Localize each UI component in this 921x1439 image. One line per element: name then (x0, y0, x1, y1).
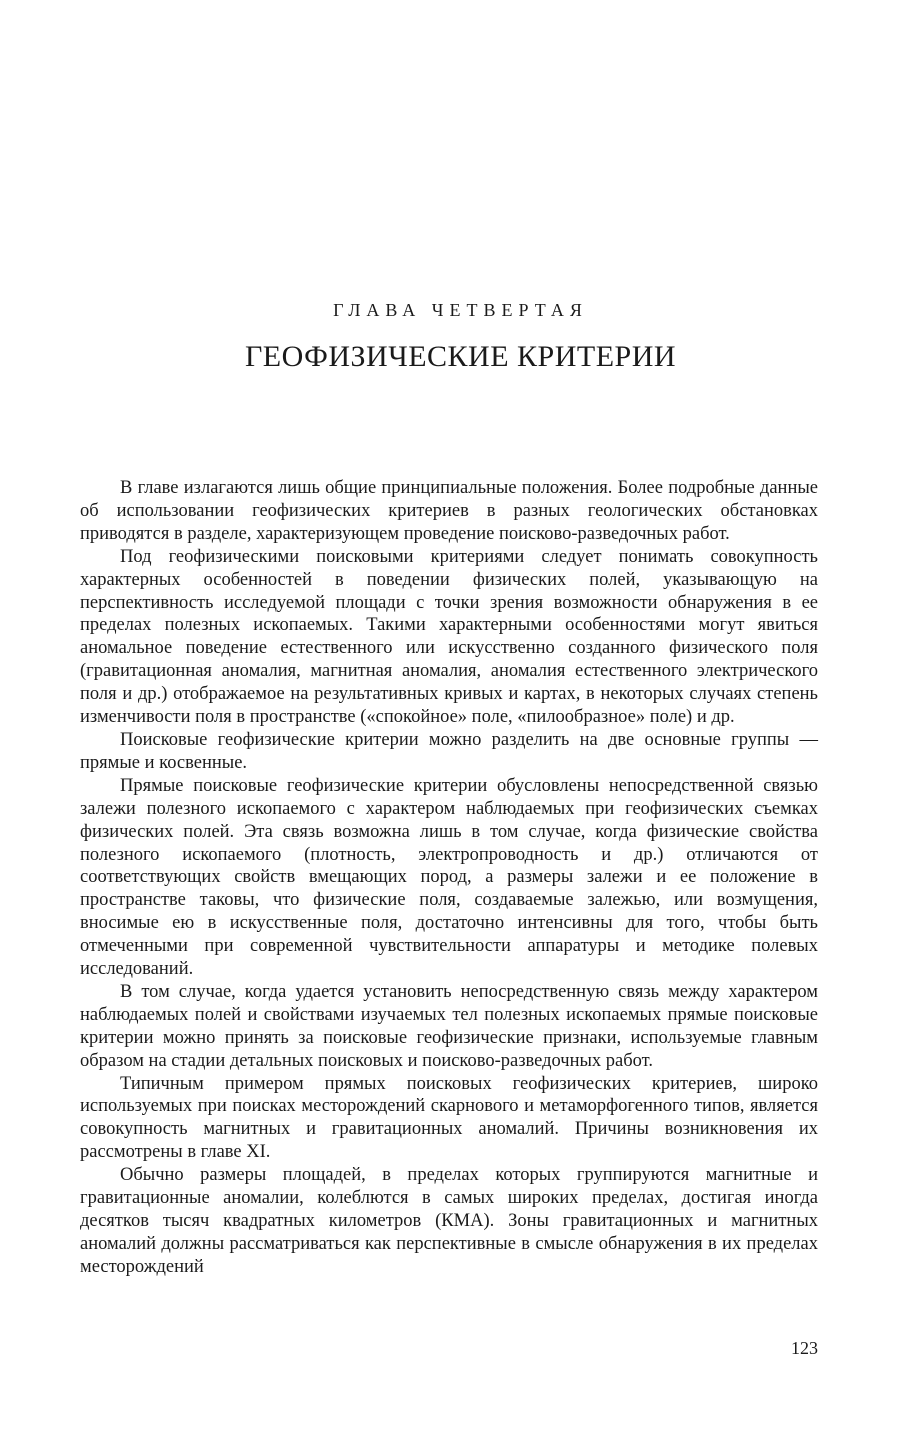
page-number: 123 (791, 1338, 818, 1358)
chapter-title: ГЕОФИЗИЧЕСКИЕ КРИТЕРИИ (244, 340, 677, 373)
paragraph: Поисковые геофизические критерии можно разделить на две основные группы — прямые и косвенные. (80, 729, 818, 773)
paragraph: Обычно размеры площадей, в пределах которых группируются магнитные и гравитационные аномалии, колеблются в самых широких пределах, достигая иногда десятков тысяч квадратных километров (КМА). Зоны гравитационных и магнитных аномалий должны рассматриваться как перспективные в смысле обнаружения в их пределах месторождений (80, 1165, 818, 1277)
paragraph: В том случае, когда удается установить непосредственную связь между характером наблюдаемых полей и свойствами изучаемых тел полезных ископаемых прямые поисковые критерии можно принять за поисковые геофизические признаки, используемые главным образом на стадии детальных поисковых и поисково-разведочных работ. (80, 981, 818, 1071)
chapter-body (80, 477, 818, 1279)
paragraph: Под геофизическими поисковыми критериями следует понимать совокупность характерных особенностей в поведении физических полей, указывающую на перспективность исследуемой площади с точки зрения возможности обнаружения в ее пределах полезных ископаемых. Такими характерными особенностями могут явиться аномальное поведение естественного или искусственно созданного физического поля (гравитационная аномалия, магнитная аномалия, аномалия естественного электрического поля и др.) отображаемое на результативных кривых и картах, в некоторых случаях степень изменчивости поля в пространстве («спокойное» поле, «пилообразное» поле) и др. (80, 546, 818, 728)
paragraph: Типичным примером прямых поисковых геофизических критериев, широко используемых при поисках месторождений скарнового и метаморфогенного типов, является совокупность магнитных и гравитационных аномалий. Причины возникновения их рассмотрены в главе XI. (80, 1073, 818, 1163)
chapter-label: ГЛАВА ЧЕТВЕРТАЯ (333, 300, 588, 320)
paragraph: Прямые поисковые геофизические критерии обусловлены непосредственной связью залежи полезного ископаемого с характером наблюдаемых при геофизических съемках физических полей. Эта связь возможна лишь в том случае, когда физические свойства полезного ископаемого (плотность, электропроводность и др.) отличаются от соответствующих свойств вмещающих пород, а размеры залежи и ее положение в пространстве таковы, что физические поля, создаваемые залежью, или возмущения, вносимые ею в искусственные поля, достаточно интенсивны для того, чтобы быть отмеченными при современной чувствительности аппаратуры и методике полевых исследований. (80, 775, 818, 980)
paragraph: В главе излагаются лишь общие принципиальные положения. Более подробные данные об использовании геофизических критериев в разных геологических обстановках приводятся в разделе, характеризующем проведение поисково-разведочных работ. (80, 478, 818, 544)
